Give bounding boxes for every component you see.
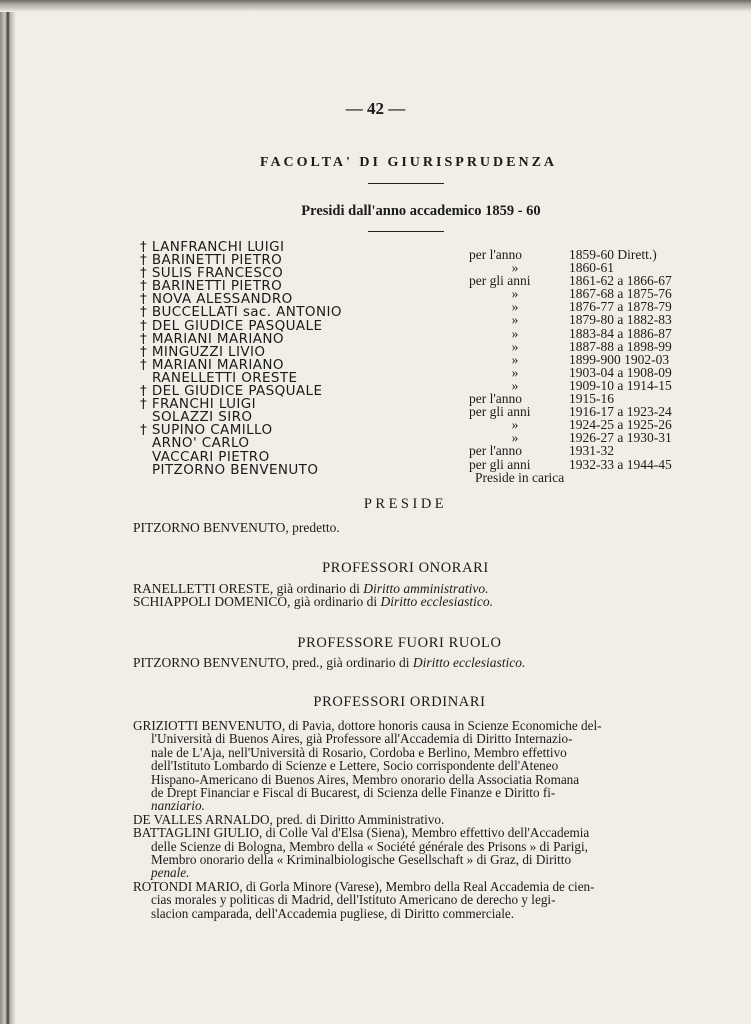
text-line: de Drept Financiar e Fiscal di Bucarest, di Scienza delle Finanze e Diritto fi- bbox=[151, 785, 556, 801]
period-row bbox=[469, 366, 739, 379]
period-label: » bbox=[511, 364, 519, 380]
period-label: » bbox=[511, 417, 519, 433]
preside-name: ARNO' CARLO bbox=[152, 435, 250, 452]
preside-name: VACCARI PIETRO bbox=[152, 448, 270, 465]
period-label: per l'anno bbox=[469, 391, 523, 407]
list-item bbox=[133, 595, 673, 608]
preside-name: † MINGUZZI LIVIO bbox=[140, 343, 266, 360]
subject: Diritto amministrativo. bbox=[363, 581, 489, 596]
list-item bbox=[133, 582, 673, 595]
period-label: » bbox=[511, 325, 519, 341]
period-label: » bbox=[511, 377, 519, 393]
role-text: già ordinario di bbox=[276, 581, 360, 596]
text-line: nale de L'Aja, nell'Università di Rosario, Cordoba e Berlino, Membro effettivo bbox=[151, 744, 567, 760]
preside-name: † BARINETTI PIETRO bbox=[140, 252, 283, 269]
preside-name: † MARIANI MARIANO bbox=[140, 356, 284, 373]
text-line: l'Università di Buenos Aires, già Professore all'Accademia di Diritto Internazio- bbox=[151, 731, 573, 747]
presidi-periods bbox=[469, 248, 739, 471]
period-row bbox=[469, 340, 739, 353]
period-label: per l'anno bbox=[469, 443, 523, 459]
text-line: nanziario. bbox=[151, 798, 205, 814]
subject: Diritto ecclesiastico. bbox=[380, 594, 493, 610]
preside-name: † NOVA ALESSANDRO bbox=[140, 291, 293, 308]
preside-name: † BARINETTI PIETRO bbox=[140, 278, 283, 295]
preside-name: † MARIANI MARIANO bbox=[140, 330, 284, 347]
period-years: 1887-88 a 1898-99 bbox=[569, 338, 672, 354]
period-years: 1883-84 a 1886-87 bbox=[569, 325, 672, 341]
period-years: 1915-16 bbox=[569, 391, 614, 407]
period-label: » bbox=[511, 430, 519, 446]
text-line: BATTAGLINI GIULIO, di Colle Val d'Elsa (Siena), Membro effettivo dell'Accademia bbox=[133, 825, 590, 841]
role-text: pred., già ordinario di bbox=[292, 655, 410, 670]
preside-heading: PRESIDE bbox=[363, 496, 448, 512]
text-line: penale. bbox=[151, 865, 190, 881]
preside-name: SOLAZZI SIRO bbox=[152, 409, 253, 426]
period-label: per gli anni bbox=[469, 456, 531, 472]
period-row bbox=[469, 327, 739, 340]
period-label: » bbox=[511, 260, 519, 276]
period-years: 1926-27 a 1930-31 bbox=[569, 430, 672, 446]
period-label: » bbox=[511, 286, 519, 302]
preside-name: PITZORNO BENVENUTO bbox=[152, 461, 319, 478]
ordinari-list bbox=[133, 719, 673, 920]
period-years: 1899-900 1902-03 bbox=[569, 351, 670, 367]
period-years: 1909-10 a 1914-15 bbox=[569, 377, 672, 393]
period-row bbox=[469, 458, 739, 471]
list-item bbox=[133, 656, 673, 669]
period-years: 1924-25 a 1925-26 bbox=[569, 417, 672, 433]
period-years: 1876-77 a 1878-79 bbox=[569, 299, 672, 315]
onorari-list bbox=[133, 582, 673, 609]
text-line: DE VALLES ARNALDO, pred. di Diritto Amministrativo. bbox=[133, 811, 445, 827]
preside-name: † DEL GIUDICE PASQUALE bbox=[140, 317, 323, 334]
role-text: già ordinario di bbox=[293, 594, 378, 610]
professor-name: RANELLETTI ORESTE, bbox=[133, 581, 274, 596]
period-label: » bbox=[511, 351, 519, 367]
presidi-heading: Presidi dall'anno accademico 1859 - 60 bbox=[301, 203, 541, 219]
preside-name: † LANFRANCHI LUIGI bbox=[140, 239, 285, 255]
period-label: » bbox=[511, 299, 519, 315]
divider bbox=[368, 231, 444, 232]
text-line: delle Scienze di Bologna, Membro della « Société générale des Prisons » di Parigi, bbox=[151, 838, 588, 854]
text-line: slacion camparada, dell'Accademia pugliese, di Diritto commerciale. bbox=[151, 905, 515, 921]
text-line: Hispano-Americano di Buenos Aires, Membro onorario della Associatia Romana bbox=[151, 771, 580, 787]
period-years: 1859-60 Dirett.) bbox=[569, 247, 657, 262]
preside-name: RANELLETTI ORESTE bbox=[152, 369, 298, 386]
text-line: ROTONDI MARIO, di Gorla Minore (Varese), Membro della Real Accademia de cien- bbox=[133, 878, 595, 894]
text-line: GRIZIOTTI BENVENUTO, di Pavia, dottore honoris causa in Scienze Economiche del- bbox=[133, 718, 602, 733]
period-label: » bbox=[511, 312, 519, 328]
text-line: dell'Istituto Lombardo di Scienze e Lettere, Socio corrispondente dell'Ateneo bbox=[151, 758, 559, 774]
text-line: cias morales y politicas di Madrid, dell'Istituto Americano de derecho y legi- bbox=[151, 892, 556, 908]
subject: Diritto ecclesiastico. bbox=[412, 655, 526, 670]
period-label: per gli anni bbox=[469, 273, 531, 289]
preside-name: † FRANCHI LUIGI bbox=[140, 396, 256, 413]
preside-in-carica: Preside in carica bbox=[475, 470, 565, 485]
presidi-names bbox=[140, 241, 460, 477]
fuori-ruolo-text bbox=[133, 656, 673, 669]
period-years: 1879-80 a 1882-83 bbox=[569, 312, 672, 328]
onorari-heading: PROFESSORI ONORARI bbox=[322, 560, 489, 576]
period-years: 1861-62 a 1866-67 bbox=[569, 273, 672, 289]
preside-name: † SULIS FRANCESCO bbox=[140, 265, 284, 282]
preside-name: † BUCCELLATI sac. ANTONIO bbox=[140, 304, 342, 321]
period-row bbox=[469, 313, 739, 326]
preside-text: PITZORNO BENVENUTO, predetto. bbox=[133, 520, 340, 535]
page-edge-left bbox=[0, 0, 16, 1024]
period-row bbox=[469, 353, 739, 366]
period-years: 1903-04 a 1908-09 bbox=[569, 364, 672, 380]
period-row bbox=[469, 444, 739, 457]
professor-name: PITZORNO BENVENUTO, bbox=[133, 655, 289, 670]
faculty-title: FACOLTA' DI GIURISPRUDENZA bbox=[259, 155, 558, 170]
period-label: » bbox=[511, 338, 519, 354]
ordinari-heading: PROFESSORI ORDINARI bbox=[313, 694, 486, 710]
period-years: 1860-61 bbox=[569, 260, 614, 276]
preside-name: † SUPINO CAMILLO bbox=[140, 422, 273, 439]
divider bbox=[368, 183, 444, 184]
page-number: — 42 — bbox=[345, 99, 406, 118]
text-line: Membro onorario della « Kriminalbiologische Gesellschaft » di Graz, di Diritto bbox=[151, 852, 572, 868]
preside-name: † DEL GIUDICE PASQUALE bbox=[140, 383, 323, 400]
period-years: 1931-32 bbox=[569, 443, 614, 459]
period-years: 1932-33 a 1944-45 bbox=[569, 456, 672, 472]
fuori-ruolo-heading: PROFESSORE FUORI RUOLO bbox=[297, 635, 502, 651]
period-years: 1916-17 a 1923-24 bbox=[569, 404, 672, 420]
period-label: per gli anni bbox=[469, 404, 531, 420]
page-edge-top bbox=[0, 0, 751, 12]
period-label: per l'anno bbox=[469, 247, 523, 262]
professor-name: SCHIAPPOLI DOMENICO, bbox=[133, 594, 291, 610]
period-years: 1867-68 a 1875-76 bbox=[569, 286, 672, 302]
